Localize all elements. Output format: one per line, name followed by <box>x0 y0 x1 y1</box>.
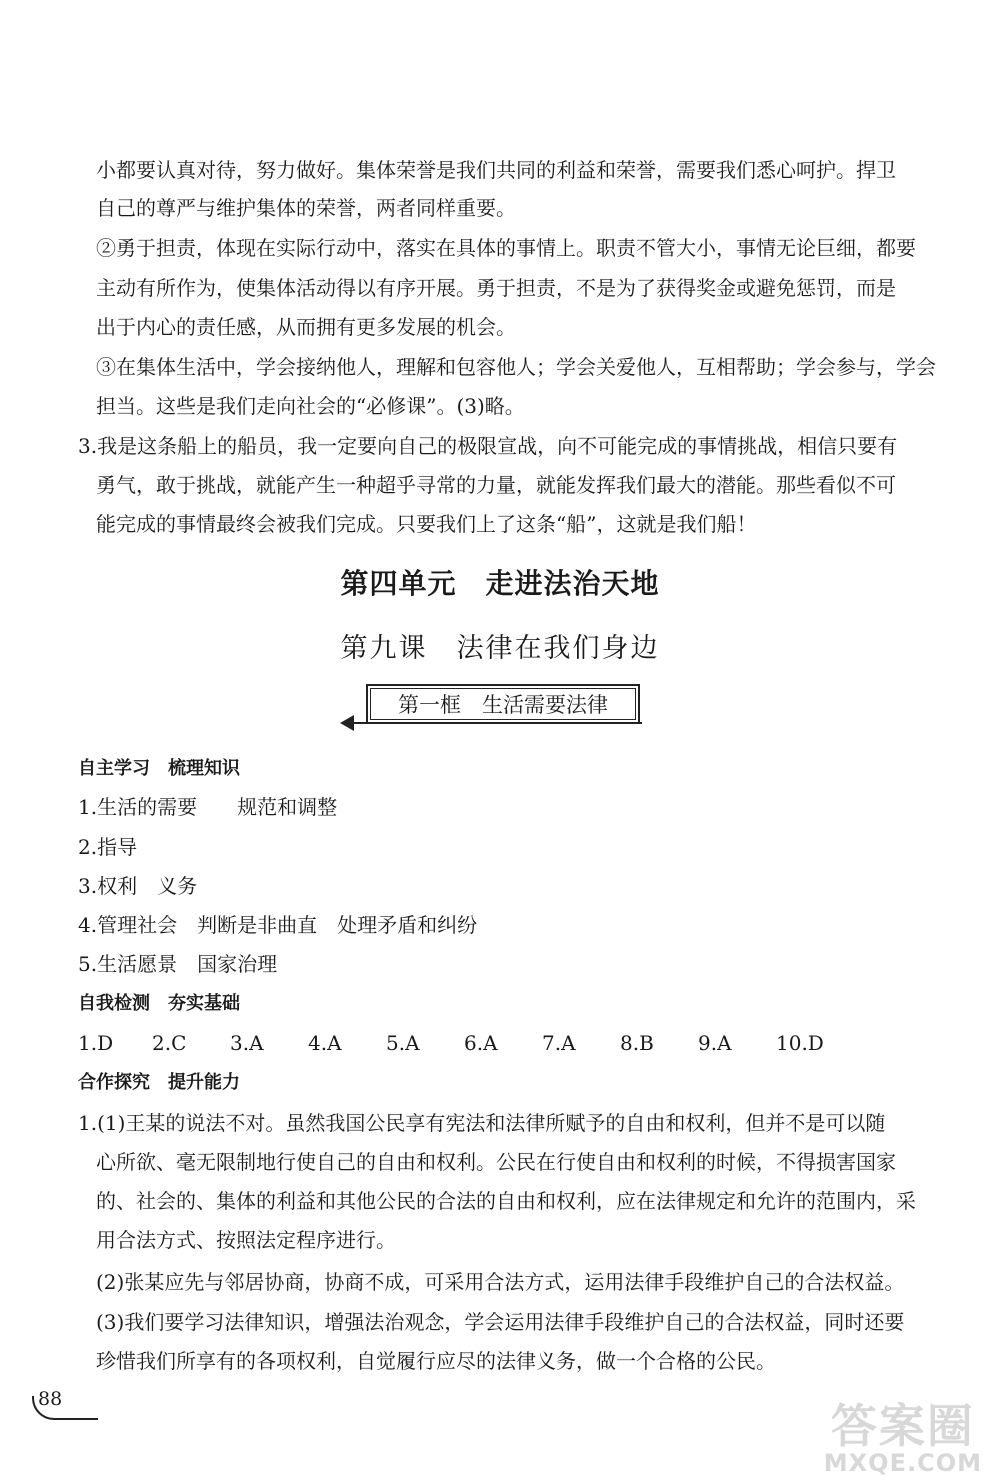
paragraph-line: 自己的尊严与维护集体的荣誉，两者同样重要。 <box>96 196 516 220</box>
answer-item: 8.B <box>620 1031 654 1055</box>
answer-item: 7.A <box>542 1031 576 1055</box>
answer-item: 3.A <box>230 1031 264 1055</box>
answer-item: 4.A <box>308 1031 342 1055</box>
paragraph-line: 能完成的事情最终会被我们完成。只要我们上了这条“船”，这就是我们船！ <box>96 512 757 536</box>
paragraph-line: 心所欲、毫无限制地行使自己的自由和权利。公民在行使自由和权利的时候，不得损害国家 <box>96 1150 896 1174</box>
list-item: 4.管理社会 判断是非曲直 处理矛盾和纠纷 <box>78 913 478 937</box>
paragraph-line: 主动有所作为，使集体活动得以有序开展。勇于担责，不是为了获得奖金或避免惩罚，而是 <box>96 276 896 300</box>
answer-item: 6.A <box>464 1031 498 1055</box>
watermark <box>823 1399 982 1477</box>
paragraph-line: 珍惜我们所享有的各项权利，自觉履行应尽的法律义务，做一个合格的公民。 <box>96 1349 776 1373</box>
section-heading: 合作探究 提升能力 <box>78 1072 240 1093</box>
answer-item: 1.D <box>78 1031 114 1055</box>
watermark-url: MXQE.COM <box>823 1449 982 1477</box>
paragraph-line: (2)张某应先与邻居协商，协商不成，可采用合法方式，运用法律手段维护自己的合法权益。 <box>96 1270 905 1294</box>
section-heading: 自我检测 夯实基础 <box>78 993 240 1014</box>
paragraph-line: 1.(1)王某的说法不对。虽然我国公民享有宪法和法律所赋予的自由和权利，但并不是可以随 <box>78 1111 886 1135</box>
paragraph-line: 小都要认真对待，努力做好。集体荣誉是我们共同的利益和荣誉，需要我们悉心呵护。捍卫 <box>96 158 896 182</box>
paragraph-line: ③在集体生活中，学会接纳他人，理解和包容他人；学会关爱他人，互相帮助；学会参与，学会 <box>96 355 936 379</box>
arrow-left-icon <box>340 715 354 731</box>
frame-title: 第一框 生活需要法律 <box>370 688 636 720</box>
paragraph-line: 3.我是这条船上的船员，我一定要向自己的极限宣战，向不可能完成的事情挑战，相信只要有 <box>78 434 898 458</box>
answer-item: 9.A <box>698 1031 732 1055</box>
paragraph-line: 用合法方式、按照法定程序进行。 <box>96 1228 396 1252</box>
list-item: 1.生活的需要 规范和调整 <box>78 795 338 819</box>
answer-item: 10.D <box>776 1031 824 1055</box>
watermark-title: 答案圈 <box>830 1399 975 1453</box>
frame-border <box>366 684 640 724</box>
answer-item: 2.C <box>152 1031 187 1055</box>
list-item: 5.生活愿景 国家治理 <box>78 952 278 976</box>
lesson-title: 第九课 法律在我们身边 <box>340 633 660 664</box>
paragraph-line: 担当。这些是我们走向社会的“必修课”。(3)略。 <box>96 394 525 418</box>
unit-title: 第四单元 走进法治天地 <box>340 567 660 600</box>
paragraph-line: ②勇于担责，体现在实际行动中，落实在具体的事情上。职责不管大小，事情无论巨细，都要 <box>96 236 916 260</box>
page-number: 88 <box>38 1388 63 1410</box>
answer-item: 5.A <box>386 1031 420 1055</box>
section-heading: 自主学习 梳理知识 <box>78 758 240 779</box>
paragraph-line: 出于内心的责任感，从而拥有更多发展的机会。 <box>96 315 516 339</box>
list-item: 3.权利 义务 <box>78 874 198 898</box>
paragraph-line: (3)我们要学习法律知识，增强法治观念，学会运用法律手段维护自己的合法权益，同时还要 <box>96 1310 905 1334</box>
paragraph-line: 的、社会的、集体的利益和其他公民的合法的自由和权利，应在法律规定和允许的范围内，采 <box>96 1189 916 1213</box>
list-item: 2.指导 <box>78 835 138 859</box>
paragraph-line: 勇气，敢于挑战，就能产生一种超乎寻常的力量，就能发挥我们最大的潜能。那些看似不可 <box>96 473 896 497</box>
